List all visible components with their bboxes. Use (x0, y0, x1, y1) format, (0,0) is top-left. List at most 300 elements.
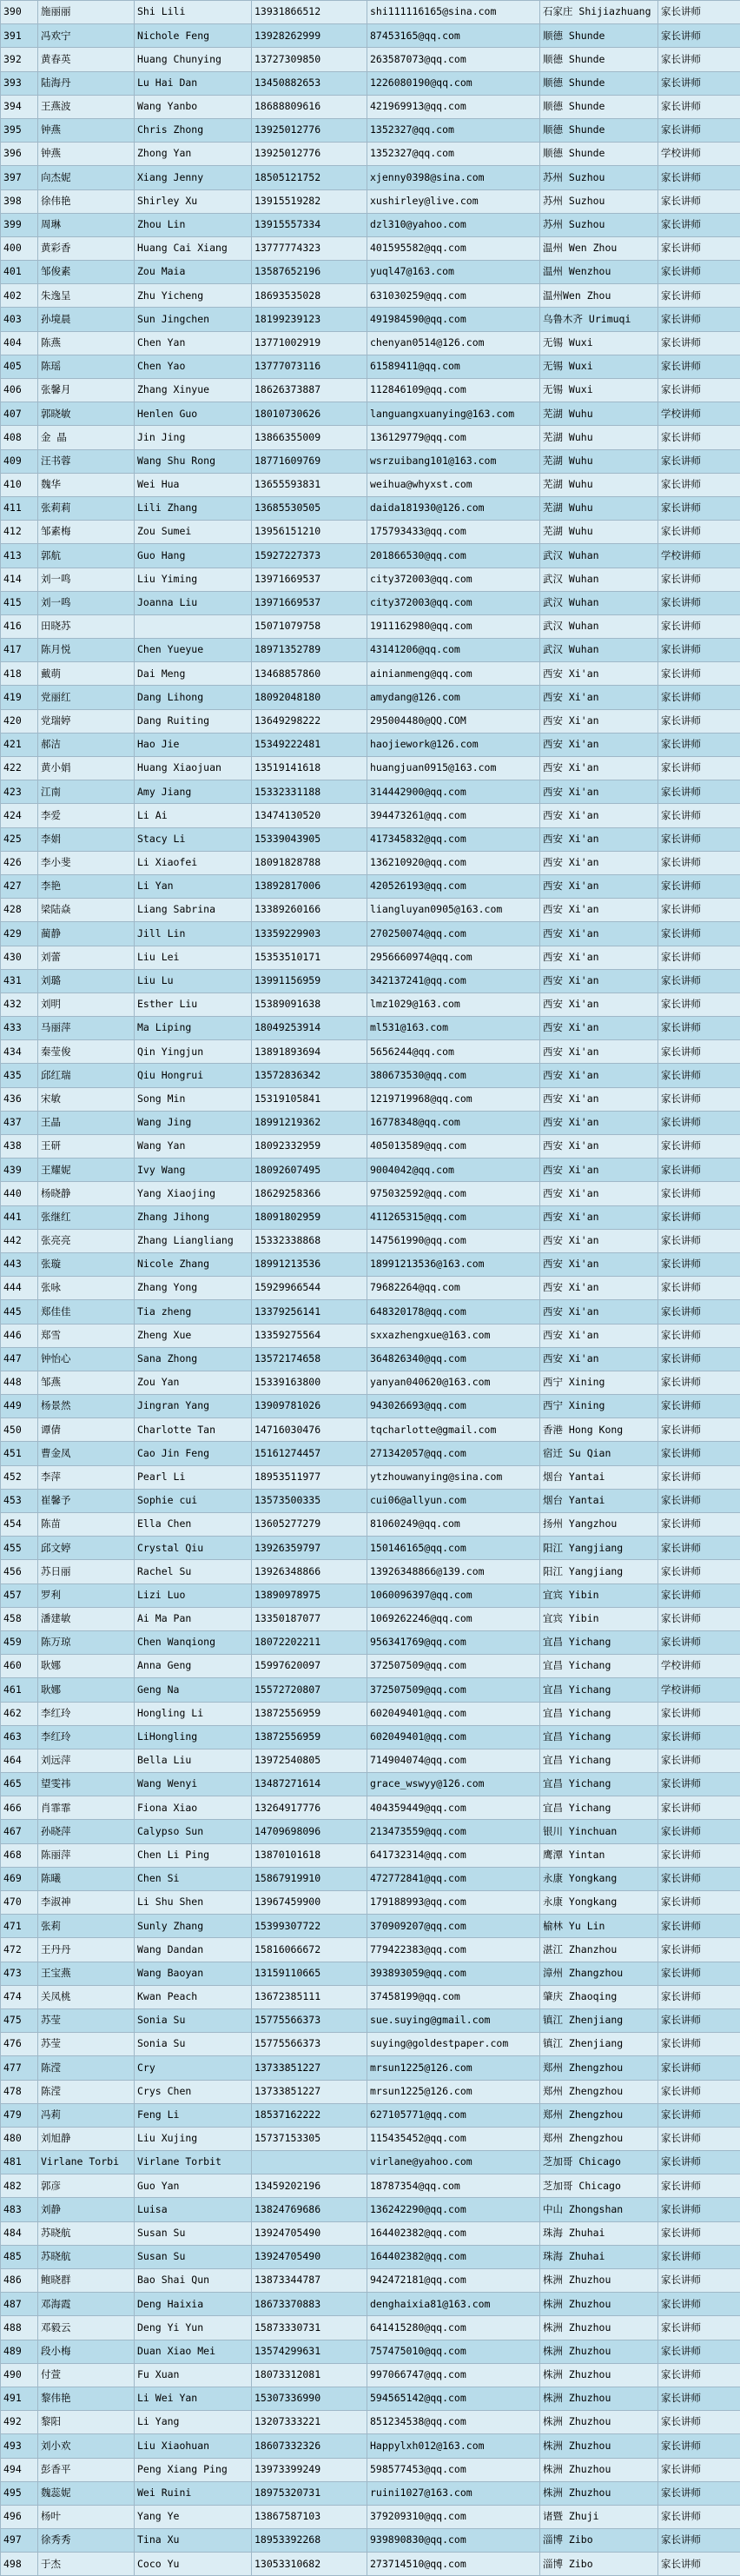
chinese-name-cell: 刘一鸣 (38, 568, 135, 591)
table-row (1, 355, 740, 378)
phone-cell: 18072202211 (252, 1630, 367, 1654)
phone-cell: 13655593831 (252, 473, 367, 496)
phone-cell: 15572720807 (252, 1678, 367, 1702)
phone-cell: 18505121752 (252, 166, 367, 189)
role-cell: 家长讲师 (658, 1583, 740, 1607)
row-number-cell: 449 (1, 1395, 38, 1418)
phone-cell: 13379256141 (252, 1300, 367, 1324)
role-cell: 家长讲师 (658, 1135, 740, 1159)
english-name-cell: Jingran Yang (135, 1395, 252, 1418)
role-cell: 家长讲师 (658, 757, 740, 780)
chinese-name-cell: 刘明 (38, 993, 135, 1016)
table-row (1, 2363, 740, 2387)
email-cell: 404359449@qq.com (367, 1796, 540, 1820)
email-cell: amydang@126.com (367, 686, 540, 709)
city-cell: 西安 Xi'an (540, 946, 658, 969)
english-name-cell: Huang Xiaojuan (135, 757, 252, 780)
phone-cell: 18091828788 (252, 851, 367, 874)
role-cell: 家长讲师 (658, 308, 740, 331)
email-cell: 975032592@qq.com (367, 1182, 540, 1205)
row-number-cell: 470 (1, 1891, 38, 1915)
email-cell: 43141206@qq.com (367, 639, 540, 662)
phone-cell: 13572836342 (252, 1064, 367, 1087)
row-number-cell: 468 (1, 1843, 38, 1867)
table-row (1, 2340, 740, 2363)
email-cell: 213473559@qq.com (367, 1820, 540, 1843)
city-cell: 株洲 Zhuzhou (540, 2363, 658, 2387)
row-number-cell: 430 (1, 946, 38, 969)
chinese-name-cell: 王研 (38, 1135, 135, 1159)
english-name-cell: Zou Sumei (135, 521, 252, 544)
role-cell: 家长讲师 (658, 95, 740, 118)
city-cell: 银川 Yinchuan (540, 1820, 658, 1843)
chinese-name-cell: 于杰 (38, 2553, 135, 2576)
city-cell: 西安 Xi'an (540, 1040, 658, 1064)
table-row (1, 2033, 740, 2056)
role-cell: 家长讲师 (658, 2056, 740, 2080)
chinese-name-cell: 陈月悦 (38, 639, 135, 662)
city-cell: 株洲 Zhuzhou (540, 2387, 658, 2410)
role-cell: 学校讲师 (658, 402, 740, 426)
english-name-cell: Jill Lin (135, 922, 252, 946)
city-cell: 珠海 Zhuhai (540, 2221, 658, 2245)
role-cell: 家长讲师 (658, 2434, 740, 2458)
phone-cell: 18629258366 (252, 1182, 367, 1205)
chinese-name-cell: 孙境晨 (38, 308, 135, 331)
city-cell: 西安 Xi'an (540, 1229, 658, 1252)
city-cell: 温州 Wen Zhou (540, 236, 658, 260)
english-name-cell: Calypso Sun (135, 1820, 252, 1843)
chinese-name-cell: 郭晓敏 (38, 402, 135, 426)
english-name-cell: Li Xiaofei (135, 851, 252, 874)
email-cell: haojiework@126.com (367, 733, 540, 756)
role-cell: 家长讲师 (658, 2033, 740, 2056)
english-name-cell: Stacy Li (135, 827, 252, 851)
table-row (1, 261, 740, 284)
email-cell: 87453165@qq.com (367, 24, 540, 48)
email-cell: 273714510@qq.com (367, 2553, 540, 2576)
english-name-cell: Huang Chunying (135, 48, 252, 71)
chinese-name-cell: 肖霏霏 (38, 1796, 135, 1820)
table-row (1, 2103, 740, 2127)
row-number-cell: 418 (1, 662, 38, 686)
email-cell: 598577453@qq.com (367, 2458, 540, 2481)
row-number-cell: 493 (1, 2434, 38, 2458)
chinese-name-cell: 施丽丽 (38, 1, 135, 24)
row-number-cell: 447 (1, 1347, 38, 1371)
english-name-cell: Liu Xiaohuan (135, 2434, 252, 2458)
row-number-cell: 398 (1, 189, 38, 213)
row-number-cell: 432 (1, 993, 38, 1016)
table-row (1, 1205, 740, 1229)
english-name-cell: Liang Sabrina (135, 899, 252, 922)
phone-cell: 15349222481 (252, 733, 367, 756)
email-cell: 16778348@qq.com (367, 1111, 540, 1134)
table-row (1, 614, 740, 638)
chinese-name-cell: 刘璐 (38, 969, 135, 993)
row-number-cell: 477 (1, 2056, 38, 2080)
phone-cell: 18092332959 (252, 1135, 367, 1159)
chinese-name-cell: 耿娜 (38, 1678, 135, 1702)
english-name-cell: Li Yan (135, 874, 252, 898)
role-cell: 家长讲师 (658, 2387, 740, 2410)
phone-cell: 15873330731 (252, 2316, 367, 2340)
role-cell: 家长讲师 (658, 2103, 740, 2127)
row-number-cell: 455 (1, 1537, 38, 1560)
city-cell: 石家庄 Shijiazhuang (540, 1, 658, 24)
role-cell: 家长讲师 (658, 355, 740, 378)
english-name-cell: Crys Chen (135, 2080, 252, 2103)
english-name-cell: Chen Yao (135, 355, 252, 378)
chinese-name-cell: 王丹丹 (38, 1938, 135, 1962)
chinese-name-cell: 刘旭静 (38, 2127, 135, 2150)
email-cell: denghaixia81@163.com (367, 2293, 540, 2316)
table-row (1, 1915, 740, 1938)
city-cell: 武汉 Wuhan (540, 614, 658, 638)
table-row (1, 804, 740, 827)
phone-cell: 18092048180 (252, 686, 367, 709)
english-name-cell: Bao Shai Qun (135, 2269, 252, 2293)
city-cell: 郑州 Zhengzhou (540, 2127, 658, 2150)
row-number-cell: 406 (1, 379, 38, 402)
email-cell: 2956660974@qq.com (367, 946, 540, 969)
row-number-cell: 401 (1, 261, 38, 284)
table-row (1, 236, 740, 260)
city-cell: 珠海 Zhuhai (540, 2245, 658, 2268)
phone-cell: 13359275564 (252, 1324, 367, 1347)
chinese-name-cell: 梁陆焱 (38, 899, 135, 922)
row-number-cell: 422 (1, 757, 38, 780)
role-cell: 家长讲师 (658, 2127, 740, 2150)
chinese-name-cell: Virlane Torbi (38, 2151, 135, 2174)
chinese-name-cell: 杨叶 (38, 2505, 135, 2528)
role-cell: 家长讲师 (658, 922, 740, 946)
chinese-name-cell: 杨景然 (38, 1395, 135, 1418)
chinese-name-cell: 郝洁 (38, 733, 135, 756)
english-name-cell: Shi Lili (135, 1, 252, 24)
email-cell: 641415280@qq.com (367, 2316, 540, 2340)
email-cell: 491984590@qq.com (367, 308, 540, 331)
email-cell: 417345832@qq.com (367, 827, 540, 851)
chinese-name-cell: 陈瑶 (38, 355, 135, 378)
role-cell: 家长讲师 (658, 804, 740, 827)
english-name-cell: Zheng Xue (135, 1324, 252, 1347)
email-cell: 372507509@qq.com (367, 1678, 540, 1702)
english-name-cell: Liu Yiming (135, 568, 252, 591)
row-number-cell: 487 (1, 2293, 38, 2316)
row-number-cell: 483 (1, 2198, 38, 2221)
table-row (1, 2529, 740, 2553)
table-row (1, 1630, 740, 1654)
english-name-cell: Zhong Yan (135, 143, 252, 166)
city-cell: 芝加哥 Chicago (540, 2174, 658, 2198)
table-row (1, 1583, 740, 1607)
phone-cell: 18673370883 (252, 2293, 367, 2316)
phone-cell: 13915519282 (252, 189, 367, 213)
city-cell: 镇江 Zhenjiang (540, 2008, 658, 2032)
email-cell: 779422383@qq.com (367, 1938, 540, 1962)
chinese-name-cell: 苏莹 (38, 2033, 135, 2056)
table-row (1, 189, 740, 213)
city-cell: 武汉 Wuhan (540, 639, 658, 662)
row-number-cell: 486 (1, 2269, 38, 2293)
email-cell: city372003@qq.com (367, 568, 540, 591)
city-cell: 宜宾 Yibin (540, 1607, 658, 1630)
phone-cell: 15389091638 (252, 993, 367, 1016)
city-cell: 香港 Hong Kong (540, 1418, 658, 1442)
role-cell: 家长讲师 (658, 1749, 740, 1772)
phone-cell: 15332331188 (252, 780, 367, 804)
english-name-cell: Wang Dandan (135, 1938, 252, 1962)
english-name-cell: Liu Xujing (135, 2127, 252, 2150)
english-name-cell: Henlen Guo (135, 402, 252, 426)
english-name-cell: Liu Lei (135, 946, 252, 969)
role-cell: 家长讲师 (658, 709, 740, 733)
table-row (1, 591, 740, 614)
phone-cell: 13359229903 (252, 922, 367, 946)
row-number-cell: 429 (1, 922, 38, 946)
city-cell: 郑州 Zhengzhou (540, 2080, 658, 2103)
chinese-name-cell: 张璇 (38, 1252, 135, 1276)
row-number-cell: 467 (1, 1820, 38, 1843)
english-name-cell: Sonia Su (135, 2008, 252, 2032)
chinese-name-cell: 刘一鸣 (38, 591, 135, 614)
city-cell: 阳江 Yangjiang (540, 1560, 658, 1583)
email-cell: Happylxh012@163.com (367, 2434, 540, 2458)
english-name-cell: Lu Hai Dan (135, 71, 252, 95)
phone-cell: 15867919910 (252, 1867, 367, 1890)
city-cell: 宜宾 Yibin (540, 1583, 658, 1607)
row-number-cell: 461 (1, 1678, 38, 1702)
city-cell: 顺德 Shunde (540, 48, 658, 71)
role-cell: 家长讲师 (658, 2174, 740, 2198)
role-cell: 家长讲师 (658, 1, 740, 24)
city-cell: 株洲 Zhuzhou (540, 2458, 658, 2481)
phone-cell: 13956151210 (252, 521, 367, 544)
email-cell: yuql47@163.com (367, 261, 540, 284)
phone-cell: 13915557334 (252, 213, 367, 236)
table-row (1, 284, 740, 308)
role-cell: 家长讲师 (658, 189, 740, 213)
role-cell: 家长讲师 (658, 1513, 740, 1537)
english-name-cell: Nichole Feng (135, 24, 252, 48)
table-row (1, 426, 740, 449)
city-cell: 西安 Xi'an (540, 757, 658, 780)
role-cell: 家长讲师 (658, 591, 740, 614)
table-row (1, 969, 740, 993)
city-cell: 西安 Xi'an (540, 1159, 658, 1182)
table-row (1, 1300, 740, 1324)
table-row (1, 1820, 740, 1843)
email-cell: 1060096397@qq.com (367, 1583, 540, 1607)
english-name-cell: Duan Xiao Mei (135, 2340, 252, 2363)
english-name-cell: Amy Jiang (135, 780, 252, 804)
english-name-cell: Susan Su (135, 2245, 252, 2268)
phone-cell: 13468857860 (252, 662, 367, 686)
english-name-cell: Song Min (135, 1087, 252, 1111)
city-cell: 苏州 Suzhou (540, 166, 658, 189)
city-cell: 永康 Yongkang (540, 1891, 658, 1915)
role-cell: 家长讲师 (658, 379, 740, 402)
city-cell: 西宁 Xining (540, 1371, 658, 1394)
phone-cell: 13872556959 (252, 1725, 367, 1749)
city-cell: 芜湖 Wuhu (540, 449, 658, 473)
english-name-cell: Wei Ruini (135, 2481, 252, 2505)
phone-cell: 13971669537 (252, 591, 367, 614)
table-row (1, 2316, 740, 2340)
email-cell: 420526193@qq.com (367, 874, 540, 898)
city-cell: 永康 Yongkang (540, 1867, 658, 1890)
english-name-cell: Peng Xiang Ping (135, 2458, 252, 2481)
role-cell: 家长讲师 (658, 686, 740, 709)
english-name-cell: Jin Jing (135, 426, 252, 449)
city-cell: 西安 Xi'an (540, 1064, 658, 1087)
city-cell: 顺德 Shunde (540, 24, 658, 48)
phone-cell: 13649298222 (252, 709, 367, 733)
email-cell: 939890830@qq.com (367, 2529, 540, 2553)
email-cell: 295004480@QQ.COM (367, 709, 540, 733)
phone-cell: 13574299631 (252, 2340, 367, 2363)
role-cell: 家长讲师 (658, 521, 740, 544)
role-cell: 家长讲师 (658, 331, 740, 355)
email-cell: 136210920@qq.com (367, 851, 540, 874)
table-row (1, 2269, 740, 2293)
email-cell: xjenny0398@sina.com (367, 166, 540, 189)
email-cell: 150146165@qq.com (367, 1537, 540, 1560)
row-number-cell: 492 (1, 2411, 38, 2434)
phone-cell: 13587652196 (252, 261, 367, 284)
row-number-cell: 392 (1, 48, 38, 71)
chinese-name-cell: 邱文婷 (38, 1537, 135, 1560)
row-number-cell: 457 (1, 1583, 38, 1607)
city-cell: 榆林 Yu Lin (540, 1915, 658, 1938)
role-cell: 家长讲师 (658, 1537, 740, 1560)
english-name-cell: Zhang Jihong (135, 1205, 252, 1229)
chinese-name-cell: 苏晓航 (38, 2245, 135, 2268)
role-cell: 家长讲师 (658, 1252, 740, 1276)
email-cell: 81060249@qq.com (367, 1513, 540, 1537)
row-number-cell: 488 (1, 2316, 38, 2340)
row-number-cell: 495 (1, 2481, 38, 2505)
city-cell: 顺德 Shunde (540, 118, 658, 142)
chinese-name-cell: 江南 (38, 780, 135, 804)
row-number-cell: 391 (1, 24, 38, 48)
chinese-name-cell: 郑雪 (38, 1324, 135, 1347)
email-cell: mrsun1225@126.com (367, 2056, 540, 2080)
city-cell: 西安 Xi'an (540, 1277, 658, 1300)
phone-cell: 13873344787 (252, 2269, 367, 2293)
role-cell: 家长讲师 (658, 1607, 740, 1630)
email-cell: 370909207@qq.com (367, 1915, 540, 1938)
email-cell: sue.suying@gmail.com (367, 2008, 540, 2032)
city-cell: 芝加哥 Chicago (540, 2151, 658, 2174)
table-row (1, 2458, 740, 2481)
chinese-name-cell: 谭倩 (38, 1418, 135, 1442)
chinese-name-cell: 田晓苏 (38, 614, 135, 638)
phone-cell: 15399307722 (252, 1915, 367, 1938)
city-cell: 西安 Xi'an (540, 1111, 658, 1134)
role-cell: 家长讲师 (658, 2505, 740, 2528)
email-cell: 393893059@qq.com (367, 1962, 540, 1985)
email-cell: 631030259@qq.com (367, 284, 540, 308)
city-cell: 郑州 Zhengzhou (540, 2056, 658, 2080)
phone-cell: 13891893694 (252, 1040, 367, 1064)
city-cell: 诸暨 Zhuji (540, 2505, 658, 2528)
table-row (1, 899, 740, 922)
english-name-cell: Lili Zhang (135, 496, 252, 520)
table-row (1, 1560, 740, 1583)
english-name-cell: Chen Yan (135, 331, 252, 355)
phone-cell: 15997620097 (252, 1655, 367, 1678)
english-name-cell: Zhang Xinyue (135, 379, 252, 402)
phone-cell: 13207333221 (252, 2411, 367, 2434)
english-name-cell: Rachel Su (135, 1560, 252, 1583)
city-cell: 西安 Xi'an (540, 1017, 658, 1040)
row-number-cell: 407 (1, 402, 38, 426)
row-number-cell: 428 (1, 899, 38, 922)
city-cell: 西安 Xi'an (540, 1324, 658, 1347)
table-row (1, 2174, 740, 2198)
city-cell: 顺德 Shunde (540, 95, 658, 118)
phone-cell: 13925012776 (252, 118, 367, 142)
phone-cell: 13350187077 (252, 1607, 367, 1630)
email-cell: dzl310@yahoo.com (367, 213, 540, 236)
city-cell: 株洲 Zhuzhou (540, 2411, 658, 2434)
email-cell: suying@goldestpaper.com (367, 2033, 540, 2056)
english-name-cell: Ma Liping (135, 1017, 252, 1040)
table-row (1, 1749, 740, 1772)
chinese-name-cell: 刘小欢 (38, 2434, 135, 2458)
city-cell: 宜昌 Yichang (540, 1725, 658, 1749)
city-cell: 西宁 Xining (540, 1395, 658, 1418)
english-name-cell: Guo Hang (135, 544, 252, 568)
row-number-cell: 460 (1, 1655, 38, 1678)
phone-cell: 13159110665 (252, 1962, 367, 1985)
phone-cell: 13924705490 (252, 2245, 367, 2268)
table-row (1, 1252, 740, 1276)
phone-cell: 18073312081 (252, 2363, 367, 2387)
english-name-cell: Crystal Qiu (135, 1537, 252, 1560)
row-number-cell: 390 (1, 1, 38, 24)
chinese-name-cell: 王宝燕 (38, 1962, 135, 1985)
city-cell: 西安 Xi'an (540, 1087, 658, 1111)
table-row (1, 1040, 740, 1064)
city-cell: 无锡 Wuxi (540, 331, 658, 355)
email-cell: xushirley@live.com (367, 189, 540, 213)
phone-cell: 18971352789 (252, 639, 367, 662)
chinese-name-cell: 罗利 (38, 1583, 135, 1607)
chinese-name-cell: 邹素梅 (38, 521, 135, 544)
chinese-name-cell: 邓毅云 (38, 2316, 135, 2340)
email-cell: 602049401@qq.com (367, 1702, 540, 1725)
table-row (1, 1938, 740, 1962)
chinese-name-cell: 黄彩香 (38, 236, 135, 260)
row-number-cell: 479 (1, 2103, 38, 2127)
phone-cell: 15775566373 (252, 2008, 367, 2032)
role-cell: 家长讲师 (658, 1820, 740, 1843)
row-number-cell: 427 (1, 874, 38, 898)
table-row (1, 1395, 740, 1418)
table-row (1, 1347, 740, 1371)
email-cell: 112846109@qq.com (367, 379, 540, 402)
chinese-name-cell: 郭航 (38, 544, 135, 568)
email-cell: 37458199@qq.com (367, 1985, 540, 2008)
email-cell: 1069262246@qq.com (367, 1607, 540, 1630)
role-cell: 家长讲师 (658, 1087, 740, 1111)
email-cell: 314442900@qq.com (367, 780, 540, 804)
row-number-cell: 456 (1, 1560, 38, 1583)
table-row (1, 2481, 740, 2505)
